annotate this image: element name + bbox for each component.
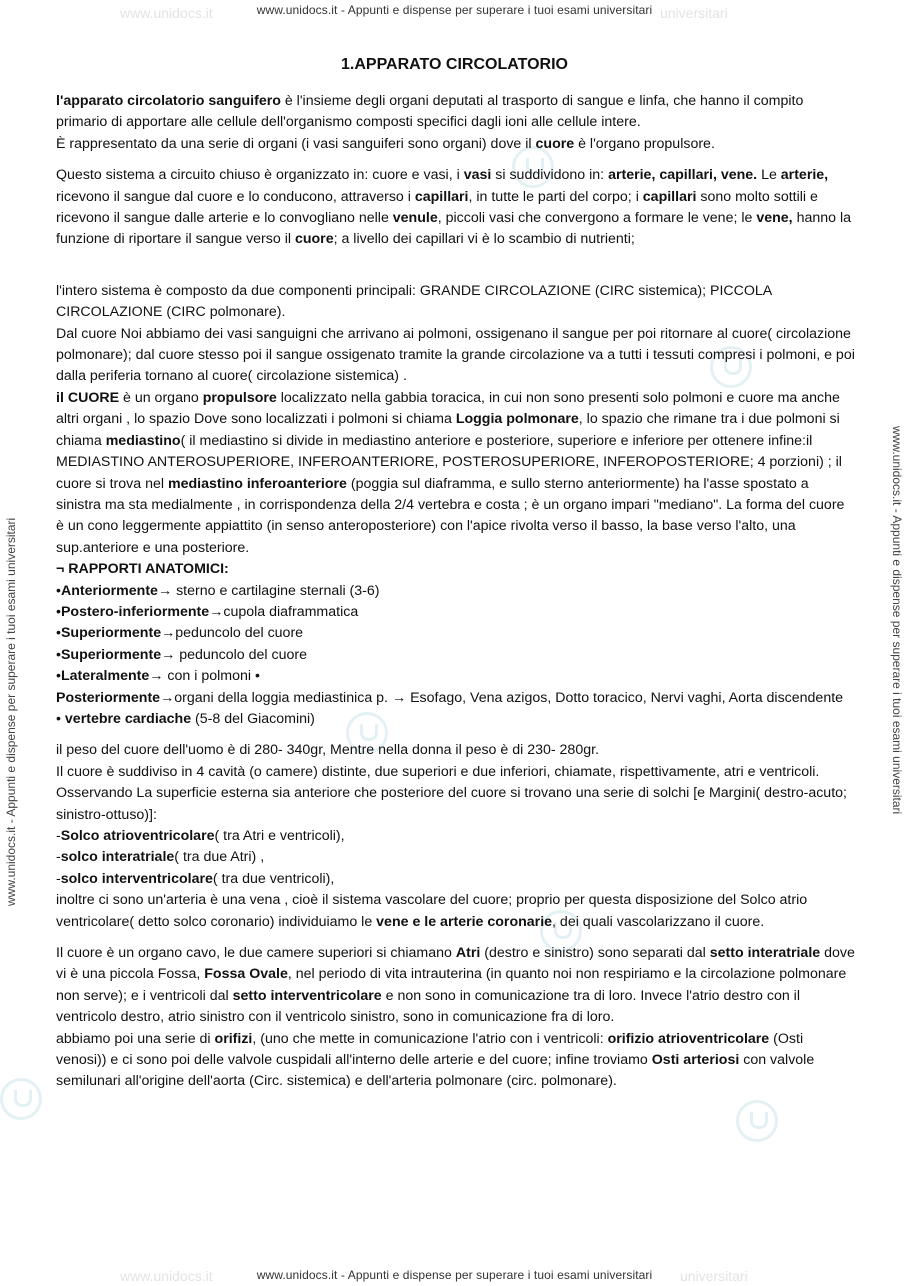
list-item: •Superiormente→ peduncolo del cuore	[56, 646, 308, 663]
bold-term: capillari	[414, 188, 469, 205]
text-run: è l'insieme degli organi deputati al trasporto di sangue e linfa, che hanno il compito primario di apportare alle cellule dell'organismo composti specifici dagli ioni alle cellule intere.	[56, 93, 804, 131]
list-item: •Postero-inferiormente→cupola diaframmatica	[56, 603, 359, 620]
bottom-banner: www.unidocs.it - Appunti e dispense per superare i tuoi esami universitari	[256, 1268, 653, 1282]
text-run: l'intero sistema è composto da due componenti principali: GRANDE CIRCOLAZIONE (CIRC sistemica); PICCOLA CIRCOLAZIONE (CIRC polmonare).	[56, 282, 772, 321]
unidocs-watermark-icon	[736, 1100, 778, 1142]
list-item: -Solco atrioventricolare( tra Atri e ventricoli),	[56, 828, 345, 844]
right-vertical-banner: www.unidocs.it - Appunti e dispense per superare i tuoi esami universitari	[890, 426, 904, 815]
section-heading: ¬ RAPPORTI ANATOMICI:	[56, 561, 229, 578]
text-run: Questo sistema a circuito chiuso è organizzato in: cuore e vasi, i	[56, 167, 464, 184]
text-run: , dei quali vascolarizzano il cuore.	[552, 913, 765, 930]
text-run: Il cuore è un organo cavo, le due camere superiori si chiamano	[56, 945, 456, 962]
rapporti-anatomici	[56, 559, 856, 730]
list-item: •Anteriormente→ sterno e cartilagine sternali (3-6)	[56, 582, 380, 599]
list-item: -solco interventricolare( tra due ventricoli),	[56, 870, 335, 887]
list-item: • vertebre cardiache (5-8 del Giacomini)	[56, 710, 315, 727]
paragraph-sistema	[56, 165, 856, 251]
list-item: •Superiormente→peduncolo del cuore	[56, 625, 304, 642]
text-run: Osservando La superficie esterna sia anteriore che posteriore del cuore si trovano una serie di solchi [e Margini( destro-acuto; sinistro-ottuso)]:	[56, 785, 847, 823]
text-run: ricevono il sangue dal cuore e lo conducono, attraverso i	[56, 188, 415, 205]
text-run: e non sono in comunicazione tra di loro. Invece l'atrio destro con il ventricolo destro, atrio sinistro con il ventricolo sinistro, sono in comunicazione fra di loro.	[56, 987, 800, 1026]
bold-term: l'apparato circolatorio sanguifero	[56, 93, 281, 109]
text-run: dove vi è una piccola Fossa,	[56, 945, 855, 983]
text-run: con valvole semilunari all'origine dell'aorta (Circ. sistemica) e dell'arteria polmonare (circ. polmonare).	[56, 1052, 815, 1090]
ghost-watermark-bottom: www.unidocs.it	[120, 1268, 213, 1284]
text-run: il peso del cuore dell'uomo è di 280- 340gr, Mentre nella donna il peso è di 230- 280gr.	[56, 742, 599, 759]
bold-term: cuore	[294, 231, 334, 248]
bold-term: arterie,	[780, 167, 829, 184]
text-run: (poggia sul diaframma, e sullo sterno anteriormente) ha l'asse spostato a sinistra ma sta medialmente , in corrispondenza della 2/4 vertebra e costa ; è un organo impari "mediano". La forma del cuore è un cono leggermente appiattito (in senso anteroposteriore) con l'apice rivolta verso il basso, la base verso l'alto, una sup.anteriore e una posteriore.	[56, 475, 845, 556]
text-run: , (uno che mette in comunicazione l'atrio con i ventricoli:	[252, 1030, 608, 1047]
text-run: ( il mediastino si divide in mediastino anteriore e posteriore, superiore e inferiore per ottenere infine:il MEDIASTINO ANTEROSUPERIORE, INFEROANTERIORE, POSTEROSUPERIORE, INFEROPOSTERIORE; 4 porzioni) ; il cuore si trova nel	[56, 432, 842, 492]
bold-term: mediastino inferoanteriore	[167, 475, 347, 492]
text-run: ; a livello dei capillari vi è lo scambio di nutrienti;	[333, 231, 635, 248]
text-run: si suddividono in:	[491, 167, 609, 184]
bold-term: arterie, capillari, vene.	[608, 167, 758, 184]
bold-term: orifizio atrioventricolare	[607, 1030, 770, 1047]
bold-term: capillari	[642, 188, 697, 205]
paragraph-intro	[56, 91, 856, 155]
text-run: Il cuore è suddiviso in 4 cavità (o camere) distinte, due superiori e due inferiori, chiamate, rispettivamente, atri e ventricoli.	[56, 763, 820, 780]
text-run: (Osti venosi)) e ci sono poi delle valvole cuspidali all'interno delle arterie e del cuore; infine troviamo	[56, 1030, 804, 1069]
bold-term: venule	[392, 210, 438, 227]
bold-term: vene e le arterie coronarie	[376, 913, 553, 930]
ghost-watermark-bottom-right: universitari	[680, 1268, 748, 1284]
ghost-watermark-top: www.unidocs.it	[120, 5, 213, 21]
bold-term: setto interatriale	[709, 945, 821, 962]
bold-term: orifizi	[214, 1030, 253, 1047]
left-vertical-banner: www.unidocs.it - Appunti e dispense per superare i tuoi esami universitari	[4, 517, 18, 906]
document-title: 1.APPARATO CIRCOLATORIO	[341, 56, 568, 73]
list-item: •Lateralmente→ con i polmoni •	[56, 668, 260, 685]
text-run: abbiamo poi una serie di	[56, 1030, 215, 1047]
list-item: -solco interatriale( tra due Atri) ,	[56, 849, 265, 866]
bold-term: il CUORE	[56, 389, 120, 406]
text-run: , lo spazio che rimane tra i due polmoni si chiama	[56, 411, 840, 449]
document-body	[56, 91, 856, 1093]
text-run: sono molto sottili e ricevono il sangue dalle arterie e lo convogliano nelle	[56, 188, 818, 227]
paragraph-camere	[56, 943, 856, 1093]
text-run: , piccoli vasi che convergono a formare le vene; le	[437, 210, 757, 227]
text-run: (destro e sinistro) sono separati dal	[480, 945, 710, 962]
bold-term: setto interventricolare	[232, 987, 382, 1004]
bold-term: cuore	[535, 135, 575, 152]
text-run: Dal cuore Noi abbiamo dei vasi sanguigni che arrivano ai polmoni, ossigenano il sangue per poi ritornare al cuore( circolazione polmonare); dal cuore stesso poi il sangue ossigenato tramite la grande circolazione va a tutti i tessuti compresi i polmoni, e poi dalla periferia tornano al cuore( circolazione sistemica) .	[56, 325, 855, 385]
paragraph-cuore	[56, 281, 856, 559]
bold-term: vene,	[756, 210, 793, 227]
bold-term: Loggia polmonare	[455, 411, 579, 428]
text-run: , in tutte le parti del corpo; i	[468, 188, 643, 205]
bold-term: mediastino	[105, 432, 181, 449]
text-run: Le	[757, 167, 781, 184]
bold-term: propulsore	[202, 389, 277, 406]
text-run: è l'organo propulsore.	[574, 135, 715, 152]
ghost-watermark-top-right: universitari	[660, 5, 728, 21]
unidocs-watermark-icon	[0, 1078, 42, 1120]
bold-term: Atri	[455, 945, 481, 962]
text-run: è un organo	[119, 389, 203, 406]
bold-term: vasi	[463, 167, 492, 184]
text-run: inoltre ci sono un'arteria è una vena , cioè il sistema vascolare del cuore; proprio per questa disposizione del Solco atrio ventricolare( detto solco coronario) individuiamo le	[56, 892, 808, 930]
text-run: , nel periodo di vita intrauterina (in quanto noi non respiriamo e la circolazione polmonare non serve); e i ventricoli dal	[56, 966, 847, 1004]
top-banner: www.unidocs.it - Appunti e dispense per superare i tuoi esami universitari	[256, 3, 653, 17]
text-run: localizzato nella gabbia toracica, in cui non sono presenti solo polmoni e cuore ma anche altri organi , lo spazio Dove sono localizzati i polmoni si chiama	[56, 389, 840, 428]
bold-term: Osti arteriosi	[651, 1052, 740, 1069]
list-item: Posteriormente→organi della loggia mediastinica p. → Esofago, Vena azigos, Dotto toracico, Nervi vaghi, Aorta discendente	[56, 689, 844, 706]
bold-term: Fossa Ovale	[204, 966, 288, 983]
text-run: hanno la funzione di riportare il sangue verso il	[56, 210, 852, 248]
paragraph-peso	[56, 740, 856, 933]
text-run: È rappresentato da una serie di organi (i vasi sanguiferi sono organi) dove il	[56, 135, 536, 152]
